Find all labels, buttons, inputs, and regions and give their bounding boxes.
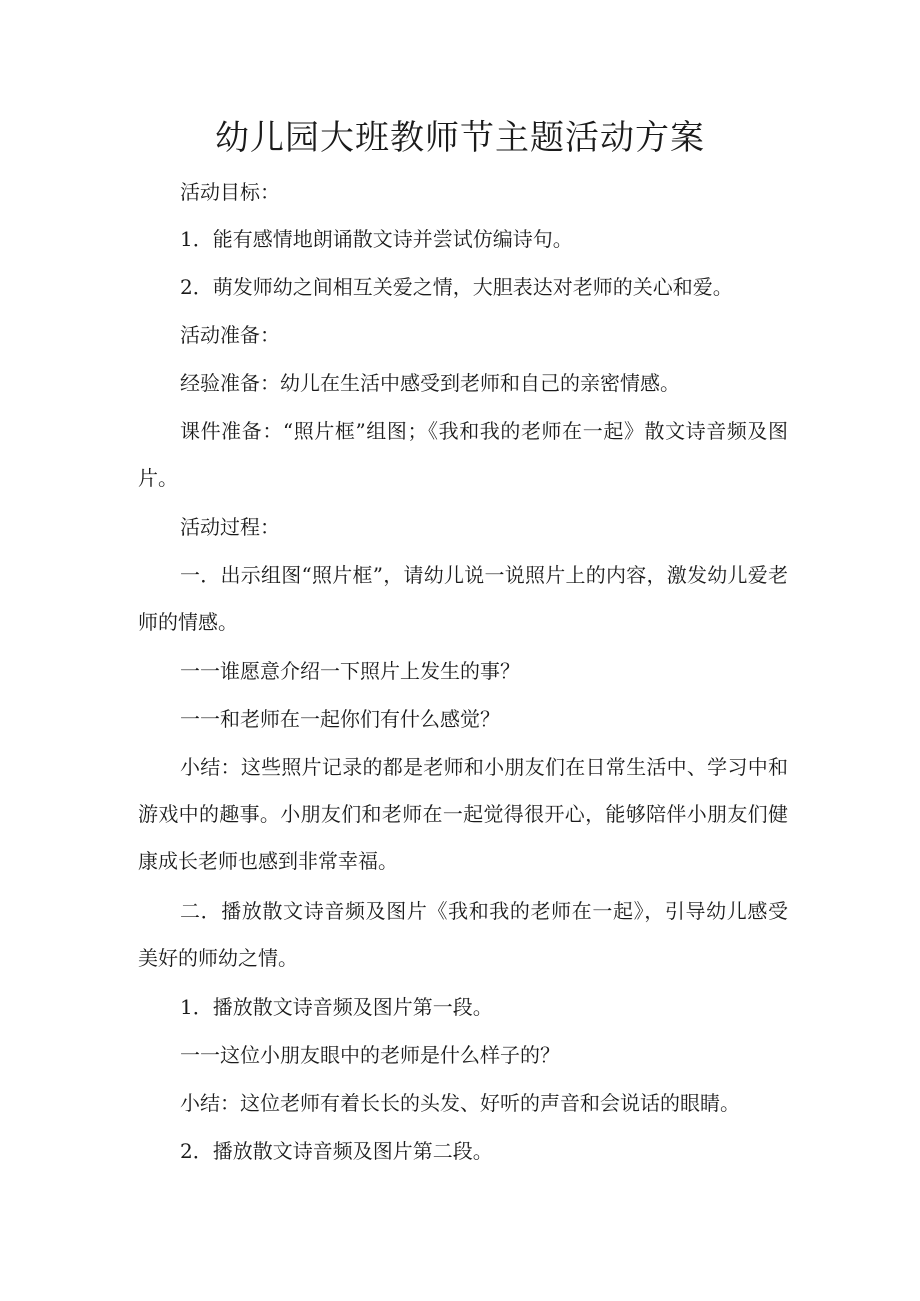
paragraph-process-heading: 活动过程： [180, 515, 280, 539]
paragraph-step-1: 一．出示组图“照片框”，请幼儿说一说照片上的内容，激发幼儿爱老师的情感。 [138, 563, 788, 634]
paragraph-substep-2: 2．播放散文诗音频及图片第二段。 [180, 1139, 493, 1163]
paragraph-substep-1: 1．播放散文诗音频及图片第一段。 [180, 995, 493, 1019]
paragraph-preparation-heading: 活动准备： [180, 323, 280, 347]
paragraph-step-2: 二．播放散文诗音频及图片《我和我的老师在一起》，引导幼儿感受美好的师幼之情。 [138, 899, 788, 970]
paragraph-courseware-prep: 课件准备：“照片框”组图；《我和我的老师在一起》散文诗音频及图片。 [138, 419, 788, 490]
paragraph-question-3: 一一这位小朋友眼中的老师是什么样子的？ [180, 1043, 560, 1067]
paragraph-experience-prep: 经验准备：幼儿在生活中感受到老师和自己的亲密情感。 [180, 371, 680, 395]
paragraph-question-2: 一一和老师在一起你们有什么感觉？ [180, 707, 500, 731]
paragraph-activity-goals-heading: 活动目标： [180, 180, 280, 204]
paragraph-goal-1: 1．能有感情地朗诵散文诗并尝试仿编诗句。 [180, 227, 573, 251]
paragraph-goal-2: 2．萌发师幼之间相互关爱之情，大胆表达对老师的关心和爱。 [180, 275, 733, 299]
paragraph-question-1: 一一谁愿意介绍一下照片上发生的事？ [180, 659, 520, 683]
paragraph-summary-1: 小结：这些照片记录的都是老师和小朋友们在日常生活中、学习中和游戏中的趣事。小朋友们和老师在一起觉得很开心，能够陪伴小朋友们健康成长老师也感到非常幸福。 [138, 755, 788, 873]
paragraph-summary-2: 小结：这位老师有着长长的头发、好听的声音和会说话的眼睛。 [180, 1091, 740, 1115]
document-title: 幼儿园大班教师节主题活动方案 [215, 118, 705, 158]
